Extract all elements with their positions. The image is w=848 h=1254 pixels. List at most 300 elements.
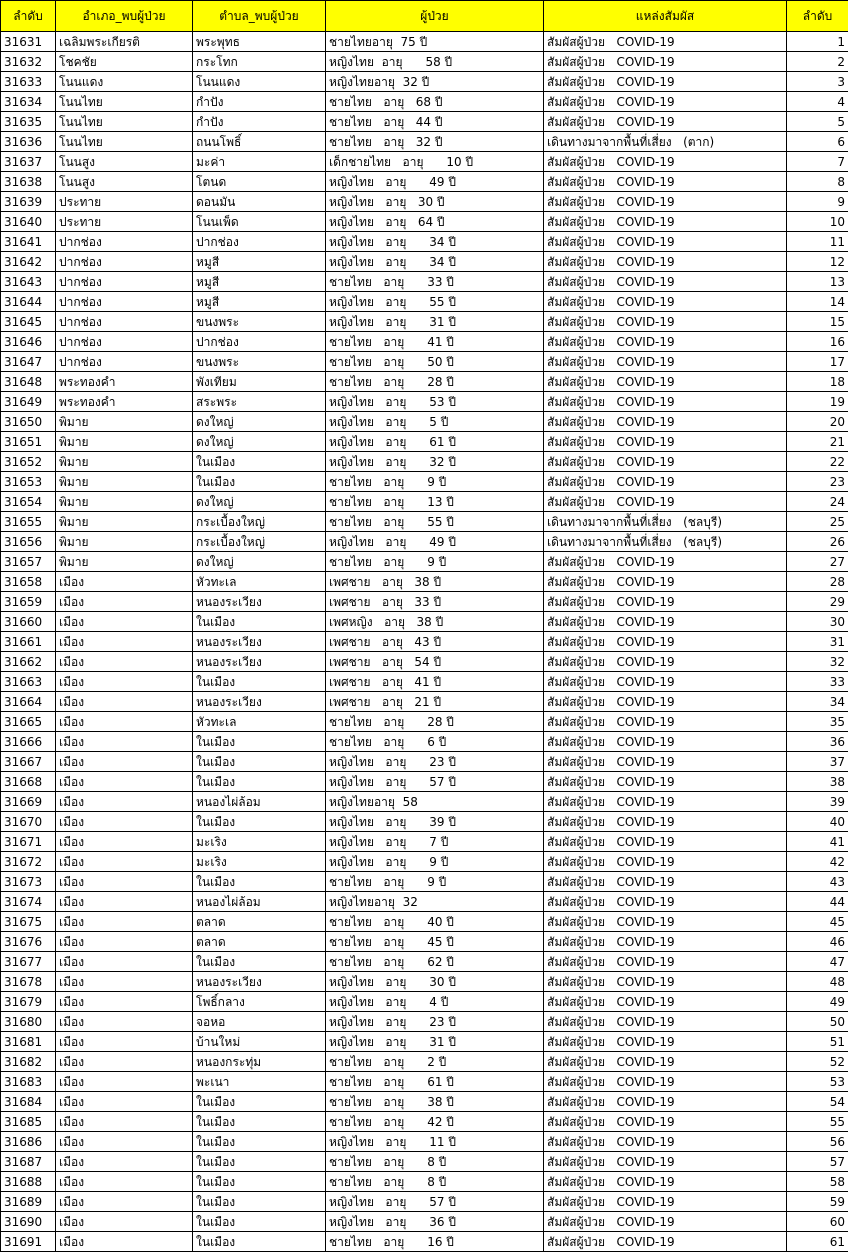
cell-district: เมือง [56,1092,193,1112]
cell-district: เฉลิมพระเกียรติ [56,32,193,52]
table-row [1,1132,848,1152]
table-row [1,1192,848,1212]
cell-source: สัมผัสผู้ป่วย COVID-19 [544,232,787,252]
cell-seq: 28 [787,572,848,592]
cell-district: โนนสูง [56,152,193,172]
cell-source: สัมผัสผู้ป่วย COVID-19 [544,392,787,412]
cell-seq: 35 [787,712,848,732]
table-row [1,952,848,972]
cell-patient: หญิงไทย อายุ 61 ปี [326,432,544,452]
cell-seq: 55 [787,1112,848,1132]
cell-subdistrict: กำปัง [193,92,326,112]
cell-subdistrict: ดงใหญ่ [193,432,326,452]
cell-district: พิมาย [56,532,193,552]
cell-subdistrict: มะเริง [193,852,326,872]
cell-seq: 4 [787,92,848,112]
cell-patient: หญิงไทย อายุ 11 ปี [326,1132,544,1152]
table-row [1,1052,848,1072]
cell-source: สัมผัสผู้ป่วย COVID-19 [544,1152,787,1172]
cell-patient: ชายไทย อายุ 28 ปี [326,712,544,732]
table-row [1,152,848,172]
table-row [1,352,848,372]
cell-seq: 34 [787,692,848,712]
cell-id: 31642 [1,252,56,272]
table-row [1,732,848,752]
cell-patient: หญิงไทย อายุ 31 ปี [326,1032,544,1052]
table-row [1,292,848,312]
cell-seq: 33 [787,672,848,692]
cell-district: โนนไทย [56,112,193,132]
cell-patient: ชายไทย อายุ 6 ปี [326,732,544,752]
cell-patient: หญิงไทย อายุ 7 ปี [326,832,544,852]
cell-source: สัมผัสผู้ป่วย COVID-19 [544,732,787,752]
cell-source: สัมผัสผู้ป่วย COVID-19 [544,312,787,332]
cell-subdistrict: ในเมือง [193,1132,326,1152]
cell-patient: เพศชาย อายุ 21 ปี [326,692,544,712]
table-row [1,672,848,692]
cell-district: เมือง [56,992,193,1012]
cell-patient: ชายไทย อายุ 16 ปี [326,1232,544,1252]
cell-id: 31653 [1,472,56,492]
cell-patient: หญิงไทย อายุ 23 ปี [326,752,544,772]
cell-district: พระทองคำ [56,372,193,392]
cell-seq: 27 [787,552,848,572]
table-row [1,192,848,212]
cell-subdistrict: พระพุทธ [193,32,326,52]
header-row [1,1,848,32]
table-row [1,912,848,932]
cell-seq: 20 [787,412,848,432]
cell-subdistrict: ปากช่อง [193,232,326,252]
cell-district: เมือง [56,1072,193,1092]
cell-district: โนนไทย [56,92,193,112]
cell-id: 31686 [1,1132,56,1152]
cell-id: 31660 [1,612,56,632]
cell-subdistrict: มะค่า [193,152,326,172]
cell-source: เดินทางมาจากพื้นที่เสี่ยง (ชลบุรี) [544,512,787,532]
table-row [1,652,848,672]
cell-id: 31672 [1,852,56,872]
cell-seq: 56 [787,1132,848,1152]
cell-district: เมือง [56,1212,193,1232]
cell-district: ประทาย [56,192,193,212]
cell-patient: เพศหญิง อายุ 38 ปี [326,612,544,632]
cell-source: สัมผัสผู้ป่วย COVID-19 [544,52,787,72]
cell-id: 31662 [1,652,56,672]
cell-district: ปากช่อง [56,312,193,332]
cell-subdistrict: หัวทะเล [193,572,326,592]
cell-source: สัมผัสผู้ป่วย COVID-19 [544,332,787,352]
cell-source: สัมผัสผู้ป่วย COVID-19 [544,292,787,312]
cell-subdistrict: กำปัง [193,112,326,132]
cell-subdistrict: หมูสี [193,252,326,272]
cell-id: 31691 [1,1232,56,1252]
cell-district: เมือง [56,1032,193,1052]
cell-seq: 49 [787,992,848,1012]
cell-id: 31676 [1,932,56,952]
cell-subdistrict: ในเมือง [193,672,326,692]
cell-patient: ชายไทย อายุ 2 ปี [326,1052,544,1072]
cell-seq: 32 [787,652,848,672]
cell-source: สัมผัสผู้ป่วย COVID-19 [544,112,787,132]
cell-patient: เพศชาย อายุ 33 ปี [326,592,544,612]
cell-patient: หญิงไทย อายุ 30 ปี [326,192,544,212]
cell-patient: หญิงไทย อายุ 57 ปี [326,1192,544,1212]
cell-source: สัมผัสผู้ป่วย COVID-19 [544,752,787,772]
cell-subdistrict: ในเมือง [193,1192,326,1212]
cell-district: เมือง [56,872,193,892]
table-row [1,132,848,152]
cell-source: สัมผัสผู้ป่วย COVID-19 [544,932,787,952]
table-row [1,1112,848,1132]
cell-seq: 53 [787,1072,848,1092]
cell-district: ปากช่อง [56,292,193,312]
cell-id: 31675 [1,912,56,932]
cell-seq: 14 [787,292,848,312]
table-row [1,592,848,612]
table-row [1,932,848,952]
cell-patient: หญิงไทย อายุ 30 ปี [326,972,544,992]
table-row [1,1152,848,1172]
cell-id: 31651 [1,432,56,452]
cell-id: 31658 [1,572,56,592]
cell-source: สัมผัสผู้ป่วย COVID-19 [544,972,787,992]
cell-source: สัมผัสผู้ป่วย COVID-19 [544,692,787,712]
cell-seq: 30 [787,612,848,632]
cell-id: 31649 [1,392,56,412]
cell-source: สัมผัสผู้ป่วย COVID-19 [544,612,787,632]
cell-district: เมือง [56,1232,193,1252]
cell-seq: 2 [787,52,848,72]
cell-patient: หญิงไทยอายุ 58 [326,792,544,812]
cell-subdistrict: ในเมือง [193,1152,326,1172]
cell-patient: เพศชาย อายุ 54 ปี [326,652,544,672]
cell-seq: 11 [787,232,848,252]
cell-patient: ชายไทย อายุ 32 ปี [326,132,544,152]
cell-source: สัมผัสผู้ป่วย COVID-19 [544,432,787,452]
cell-subdistrict: หมูสี [193,292,326,312]
cell-id: 31687 [1,1152,56,1172]
cell-patient: หญิงไทยอายุ 32 ปี [326,72,544,92]
cell-district: เมือง [56,912,193,932]
cell-district: เมือง [56,792,193,812]
cell-district: เมือง [56,632,193,652]
cell-seq: 6 [787,132,848,152]
cell-subdistrict: ในเมือง [193,812,326,832]
cell-seq: 45 [787,912,848,932]
cell-subdistrict: หนองระเวียง [193,692,326,712]
cell-id: 31646 [1,332,56,352]
cell-id: 31680 [1,1012,56,1032]
cell-subdistrict: ในเมือง [193,772,326,792]
cell-district: พิมาย [56,552,193,572]
cell-seq: 51 [787,1032,848,1052]
cell-seq: 29 [787,592,848,612]
cell-patient: ชายไทย อายุ 8 ปี [326,1152,544,1172]
table-row [1,432,848,452]
cell-source: สัมผัสผู้ป่วย COVID-19 [544,792,787,812]
cell-patient: หญิงไทย อายุ 49 ปี [326,172,544,192]
cell-district: พิมาย [56,452,193,472]
cell-patient: หญิงไทย อายุ 49 ปี [326,532,544,552]
cell-id: 31688 [1,1172,56,1192]
cell-source: สัมผัสผู้ป่วย COVID-19 [544,652,787,672]
cell-seq: 36 [787,732,848,752]
table-row [1,532,848,552]
cell-district: เมือง [56,1192,193,1212]
table-row [1,492,848,512]
cell-source: สัมผัสผู้ป่วย COVID-19 [544,452,787,472]
cell-subdistrict: โนนแดง [193,72,326,92]
cell-patient: หญิงไทย อายุ 5 ปี [326,412,544,432]
cell-seq: 48 [787,972,848,992]
cell-patient: หญิงไทยอายุ 32 [326,892,544,912]
cell-id: 31637 [1,152,56,172]
table-row [1,1032,848,1052]
cell-id: 31674 [1,892,56,912]
cell-seq: 38 [787,772,848,792]
cell-id: 31631 [1,32,56,52]
table-row [1,892,848,912]
cell-id: 31669 [1,792,56,812]
cell-id: 31657 [1,552,56,572]
cell-subdistrict: มะเริง [193,832,326,852]
cell-subdistrict: กระเบื้องใหญ่ [193,532,326,552]
table-row [1,552,848,572]
table-row [1,52,848,72]
cell-id: 31648 [1,372,56,392]
cell-id: 31635 [1,112,56,132]
table-row [1,252,848,272]
cell-district: เมือง [56,812,193,832]
cell-seq: 15 [787,312,848,332]
cell-patient: หญิงไทย อายุ 23 ปี [326,1012,544,1032]
cell-source: เดินทางมาจากพื้นที่เสี่ยง (ตาก) [544,132,787,152]
cell-seq: 54 [787,1092,848,1112]
cell-seq: 40 [787,812,848,832]
cell-subdistrict: ในเมือง [193,472,326,492]
cell-patient: หญิงไทย อายุ 58 ปี [326,52,544,72]
cell-patient: ชายไทย อายุ 42 ปี [326,1112,544,1132]
table-row [1,632,848,652]
table-row [1,772,848,792]
cell-seq: 42 [787,852,848,872]
cell-subdistrict: ขนงพระ [193,352,326,372]
table-row [1,392,848,412]
cell-source: สัมผัสผู้ป่วย COVID-19 [544,192,787,212]
cell-district: พิมาย [56,472,193,492]
cell-source: สัมผัสผู้ป่วย COVID-19 [544,812,787,832]
table-header [1,1,848,32]
cell-patient: หญิงไทย อายุ 53 ปี [326,392,544,412]
cell-source: สัมผัสผู้ป่วย COVID-19 [544,1112,787,1132]
cell-patient: ชายไทย อายุ 41 ปี [326,332,544,352]
cell-id: 31659 [1,592,56,612]
cell-seq: 26 [787,532,848,552]
table-row [1,452,848,472]
cell-id: 31656 [1,532,56,552]
cell-id: 31638 [1,172,56,192]
cell-id: 31654 [1,492,56,512]
cell-source: สัมผัสผู้ป่วย COVID-19 [544,372,787,392]
cell-source: สัมผัสผู้ป่วย COVID-19 [544,72,787,92]
cell-subdistrict: กระเบื้องใหญ่ [193,512,326,532]
cell-district: พระทองคำ [56,392,193,412]
cell-source: สัมผัสผู้ป่วย COVID-19 [544,492,787,512]
table-body [1,32,848,1252]
cell-id: 31683 [1,1072,56,1092]
table-row [1,112,848,132]
cell-seq: 13 [787,272,848,292]
cell-subdistrict: หนองระเวียง [193,652,326,672]
table-row [1,1172,848,1192]
cell-seq: 21 [787,432,848,452]
cell-patient: ชายไทย อายุ 45 ปี [326,932,544,952]
cell-seq: 57 [787,1152,848,1172]
cell-id: 31636 [1,132,56,152]
cell-id: 31670 [1,812,56,832]
cell-subdistrict: ในเมือง [193,1232,326,1252]
cell-patient: ชายไทย อายุ 68 ปี [326,92,544,112]
cell-id: 31689 [1,1192,56,1212]
cell-source: สัมผัสผู้ป่วย COVID-19 [544,552,787,572]
cell-seq: 39 [787,792,848,812]
cell-subdistrict: โพธิ์กลาง [193,992,326,1012]
header-subdistrict: ตำบล_พบผู้ป่วย [193,1,326,32]
cell-subdistrict: กระโทก [193,52,326,72]
table-row [1,872,848,892]
cell-source: สัมผัสผู้ป่วย COVID-19 [544,252,787,272]
table-row [1,1092,848,1112]
cell-district: เมือง [56,932,193,952]
cell-patient: ชายไทย อายุ 61 ปี [326,1072,544,1092]
cell-district: พิมาย [56,412,193,432]
cell-patient: เพศชาย อายุ 41 ปี [326,672,544,692]
cell-source: สัมผัสผู้ป่วย COVID-19 [544,852,787,872]
cell-id: 31681 [1,1032,56,1052]
cell-seq: 59 [787,1192,848,1212]
cell-seq: 60 [787,1212,848,1232]
cell-district: เมือง [56,772,193,792]
cell-subdistrict: ในเมือง [193,1212,326,1232]
header-source: แหล่งสัมผัส [544,1,787,32]
table-row [1,32,848,52]
cell-id: 31647 [1,352,56,372]
cell-district: ปากช่อง [56,332,193,352]
cell-subdistrict: พะเนา [193,1072,326,1092]
cell-source: สัมผัสผู้ป่วย COVID-19 [544,32,787,52]
cell-source: สัมผัสผู้ป่วย COVID-19 [544,92,787,112]
cell-district: เมือง [56,852,193,872]
cell-seq: 47 [787,952,848,972]
cell-seq: 12 [787,252,848,272]
cell-district: เมือง [56,612,193,632]
cell-subdistrict: หนองไผ่ล้อม [193,892,326,912]
table-row [1,232,848,252]
table-row [1,412,848,432]
cell-source: สัมผัสผู้ป่วย COVID-19 [544,952,787,972]
cell-subdistrict: ในเมือง [193,872,326,892]
cell-id: 31661 [1,632,56,652]
cell-id: 31645 [1,312,56,332]
cell-subdistrict: ในเมือง [193,452,326,472]
cell-source: สัมผัสผู้ป่วย COVID-19 [544,172,787,192]
cell-source: สัมผัสผู้ป่วย COVID-19 [544,212,787,232]
cell-seq: 41 [787,832,848,852]
cell-id: 31684 [1,1092,56,1112]
cell-seq: 17 [787,352,848,372]
cell-id: 31643 [1,272,56,292]
cell-seq: 19 [787,392,848,412]
cell-source: สัมผัสผู้ป่วย COVID-19 [544,992,787,1012]
cell-district: เมือง [56,1012,193,1032]
cell-seq: 52 [787,1052,848,1072]
cell-seq: 46 [787,932,848,952]
cell-district: เมือง [56,672,193,692]
cell-subdistrict: ในเมือง [193,1112,326,1132]
cell-district: เมือง [56,1152,193,1172]
table-row [1,712,848,732]
cell-source: สัมผัสผู้ป่วย COVID-19 [544,1012,787,1032]
cell-seq: 37 [787,752,848,772]
cell-source: สัมผัสผู้ป่วย COVID-19 [544,592,787,612]
table-row [1,692,848,712]
cell-id: 31668 [1,772,56,792]
cell-subdistrict: จอหอ [193,1012,326,1032]
cell-id: 31690 [1,1212,56,1232]
cell-subdistrict: ถนนโพธิ์ [193,132,326,152]
cell-subdistrict: ตลาด [193,912,326,932]
cell-id: 31650 [1,412,56,432]
cell-seq: 31 [787,632,848,652]
cell-source: สัมผัสผู้ป่วย COVID-19 [544,672,787,692]
cell-subdistrict: หนองกระทุ่ม [193,1052,326,1072]
cell-district: โนนไทย [56,132,193,152]
cell-district: เมือง [56,732,193,752]
cell-source: สัมผัสผู้ป่วย COVID-19 [544,1132,787,1152]
cell-patient: ชายไทย อายุ 40 ปี [326,912,544,932]
cell-id: 31677 [1,952,56,972]
cell-patient: ชายไทย อายุ 28 ปี [326,372,544,392]
cell-patient: ชายไทย อายุ 9 ปี [326,472,544,492]
table-row [1,372,848,392]
cell-subdistrict: หมูสี [193,272,326,292]
cell-seq: 5 [787,112,848,132]
cell-subdistrict: โนนเพ็ด [193,212,326,232]
cell-seq: 61 [787,1232,848,1252]
cell-patient: หญิงไทย อายุ 36 ปี [326,1212,544,1232]
cell-id: 31652 [1,452,56,472]
cell-subdistrict: ปากช่อง [193,332,326,352]
cell-district: ปากช่อง [56,252,193,272]
cell-id: 31667 [1,752,56,772]
cell-subdistrict: หัวทะเล [193,712,326,732]
cell-subdistrict: หนองระเวียง [193,592,326,612]
cell-patient: หญิงไทย อายุ 34 ปี [326,252,544,272]
cell-id: 31673 [1,872,56,892]
cell-district: พิมาย [56,492,193,512]
table-row [1,1072,848,1092]
table-row [1,312,848,332]
cell-seq: 25 [787,512,848,532]
cell-district: ปากช่อง [56,232,193,252]
cell-subdistrict: ในเมือง [193,952,326,972]
cell-patient: เพศชาย อายุ 38 ปี [326,572,544,592]
cell-id: 31633 [1,72,56,92]
table-row [1,332,848,352]
cell-district: เมือง [56,1052,193,1072]
table-row [1,792,848,812]
